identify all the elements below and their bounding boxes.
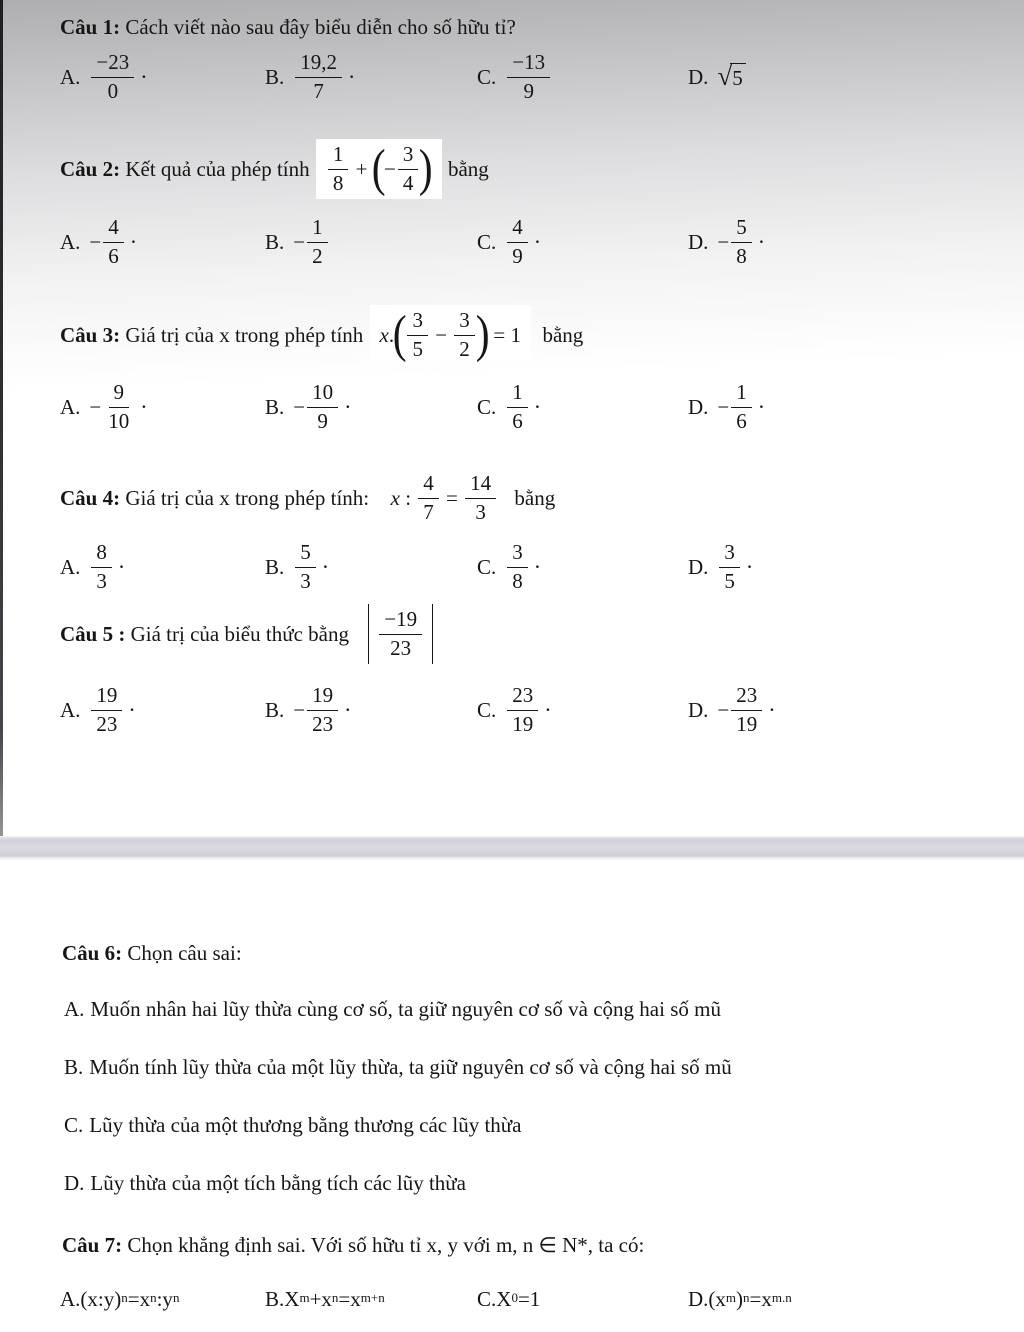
- fraction-denominator: 6: [736, 408, 747, 433]
- trailing-dot: ·: [140, 64, 148, 89]
- fraction-numerator: 3: [407, 309, 428, 336]
- equation-patch: [355, 600, 446, 668]
- option-C: [477, 1287, 688, 1312]
- equation-patch: [316, 139, 442, 199]
- option-content: [293, 51, 355, 103]
- fraction: [307, 381, 338, 433]
- fraction-denominator: 19: [512, 711, 534, 736]
- fraction: [398, 143, 419, 195]
- option-content: [89, 1054, 732, 1081]
- fraction-numerator: −13: [507, 51, 550, 78]
- close-paren: ): [419, 139, 433, 197]
- text-run: Lũy thừa của một tích bằng tích các lũy thừa: [90, 1171, 466, 1195]
- text-run: bằng: [531, 322, 584, 347]
- fraction-denominator: 3: [300, 568, 311, 593]
- square-root: [717, 63, 745, 91]
- text-run: −: [293, 229, 306, 254]
- fraction: [731, 381, 752, 433]
- fraction-denominator: 19: [736, 711, 758, 736]
- option-label: A.: [60, 64, 81, 89]
- option-C: [477, 541, 688, 593]
- text-run: .: [388, 322, 395, 347]
- question-2-options: [0, 210, 1024, 274]
- text-run: Lũy thừa của một thương bằng thương các lũy thừa: [89, 1113, 522, 1137]
- fraction-denominator: 0: [107, 78, 119, 103]
- option-label: B.: [265, 394, 285, 419]
- text-run: :: [399, 485, 417, 510]
- fraction: [507, 216, 528, 268]
- option-content: [505, 684, 551, 736]
- fraction-numerator: 5: [731, 216, 752, 243]
- trailing-dot: ·: [129, 229, 138, 254]
- text-run: ): [736, 1286, 744, 1311]
- option-C: [477, 216, 688, 268]
- close-paren: ): [475, 305, 490, 363]
- option-D: [688, 381, 1024, 433]
- fraction-denominator: 3: [96, 568, 107, 593]
- option-label: C.: [477, 554, 497, 579]
- question-2-title: [0, 138, 1024, 200]
- text-run: = 1: [488, 322, 521, 347]
- text-run: −: [429, 322, 453, 347]
- option-B: [265, 216, 477, 268]
- option-label: C.: [477, 229, 497, 254]
- fraction-numerator: 10: [307, 381, 338, 408]
- option-B: [64, 1054, 1024, 1081]
- trailing-dot: ·: [757, 229, 766, 254]
- fraction: [719, 541, 740, 593]
- fraction: [307, 216, 328, 268]
- text-run: −: [717, 394, 730, 419]
- radicand: 5: [730, 63, 746, 91]
- option-content: [717, 216, 765, 268]
- option-A: [64, 996, 1024, 1023]
- fraction: [295, 51, 342, 103]
- trailing-dot: ·: [128, 697, 136, 722]
- fraction: [418, 472, 439, 524]
- question-5-options: [0, 678, 1024, 742]
- question-label: Câu 1:: [60, 14, 121, 39]
- fraction: [328, 143, 349, 195]
- option-label: D.: [688, 1286, 709, 1311]
- fraction: [379, 608, 422, 660]
- question-label: Câu 2:: [60, 156, 121, 181]
- option-A: [60, 51, 265, 103]
- fraction-numerator: 4: [418, 472, 439, 499]
- fraction-numerator: 4: [103, 216, 124, 243]
- option-content: (x:y) $^n$ =x $^n$ :y $^n$: [80, 1286, 180, 1311]
- option-content: [89, 216, 137, 268]
- option-content: [505, 381, 541, 433]
- fraction: [465, 472, 496, 524]
- option-label: A.: [60, 1286, 81, 1311]
- text-run: Giá trị của x trong phép tính:: [120, 485, 380, 510]
- option-A: [60, 541, 265, 593]
- option-content: [293, 541, 329, 593]
- option-D: [688, 1287, 1024, 1312]
- fraction-numerator: 3: [398, 143, 419, 170]
- question-7-options: [0, 1278, 1024, 1320]
- fraction: [91, 684, 122, 736]
- question-1-title: [0, 12, 1024, 42]
- math-variable: x: [390, 485, 400, 510]
- option-content: [293, 381, 351, 433]
- text-run: Chọn câu sai:: [122, 940, 242, 965]
- trailing-dot: ·: [140, 394, 148, 419]
- fraction-numerator: 3: [719, 541, 740, 568]
- text-run: =x: [127, 1286, 151, 1311]
- option-label: D.: [688, 394, 709, 419]
- text-run: (x:y): [80, 1286, 122, 1311]
- option-label: C.: [477, 64, 497, 89]
- fraction-numerator: 19: [307, 684, 338, 711]
- fraction-numerator: 4: [507, 216, 528, 243]
- fraction-denominator: 7: [423, 499, 434, 524]
- fraction-numerator: 3: [454, 309, 475, 336]
- option-D: [688, 541, 1024, 593]
- fraction-denominator: 9: [523, 78, 534, 103]
- fraction-denominator: 2: [312, 243, 323, 268]
- option-label: A.: [60, 394, 81, 419]
- fraction-numerator: 5: [295, 541, 316, 568]
- option-B: [265, 684, 477, 736]
- trailing-dot: ·: [757, 394, 766, 419]
- text-run: X: [284, 1286, 300, 1311]
- trailing-dot: ·: [344, 394, 352, 419]
- question-6-options: [0, 996, 1024, 1228]
- fraction: [731, 216, 752, 268]
- option-content: [717, 381, 765, 433]
- option-A: [60, 684, 265, 736]
- text-run: :y: [156, 1286, 173, 1311]
- parenthesized-expression: [371, 139, 433, 197]
- question-7-title: [0, 1230, 1024, 1260]
- fraction-denominator: 2: [459, 336, 470, 361]
- fraction-denominator: 8: [736, 243, 747, 268]
- option-D: [688, 684, 1024, 736]
- fraction: [103, 216, 124, 268]
- option-B: [265, 381, 477, 433]
- fraction-denominator: 5: [412, 336, 423, 361]
- option-content: [89, 541, 125, 593]
- fraction: [507, 684, 538, 736]
- option-label: A.: [60, 697, 81, 722]
- question-label: Câu 4:: [60, 485, 121, 510]
- fraction: [731, 684, 762, 736]
- fraction: [507, 381, 528, 433]
- option-content: [293, 216, 329, 268]
- math-variable: x: [379, 322, 389, 347]
- text-run: −: [89, 229, 102, 254]
- page-section-divider: [0, 836, 1024, 860]
- text-run: Giá trị của x trong phép tính: [120, 322, 369, 347]
- fraction-denominator: 6: [108, 243, 119, 268]
- open-paren: (: [392, 305, 407, 363]
- question-label: Câu 5 :: [60, 621, 126, 646]
- fraction-denominator: 23: [312, 711, 334, 736]
- fraction-numerator: −19: [379, 608, 422, 635]
- text-run: =: [440, 485, 464, 510]
- trailing-dot: ·: [348, 64, 356, 89]
- text-run: Cách viết nào sau đây biểu diễn cho số hữu tỉ?: [120, 14, 516, 39]
- question-label: Câu 6:: [62, 940, 123, 965]
- trailing-dot: ·: [533, 394, 542, 419]
- option-label: B.: [265, 697, 285, 722]
- question-6-title: [0, 938, 1024, 968]
- fraction-denominator: 23: [390, 635, 412, 660]
- option-label: A.: [60, 554, 81, 579]
- option-content: [89, 1112, 521, 1139]
- option-content: [89, 381, 147, 433]
- fraction-numerator: 3: [507, 541, 528, 568]
- text-run: =x: [338, 1286, 361, 1311]
- text-run: =1: [517, 1286, 541, 1311]
- trailing-dot: ·: [544, 697, 552, 722]
- text-run: −: [717, 697, 730, 722]
- question-3-options: [0, 375, 1024, 439]
- option-label: D.: [64, 1171, 85, 1195]
- trailing-dot: ·: [768, 697, 776, 722]
- option-content: [717, 63, 745, 91]
- fraction-numerator: 1: [307, 216, 328, 243]
- fraction: [91, 541, 112, 593]
- fraction-denominator: 8: [512, 568, 523, 593]
- fraction-numerator: 14: [465, 472, 496, 499]
- text-run: Muốn tính lũy thừa của một lũy thừa, ta giữ nguyên cơ số và cộng hai số mũ: [89, 1055, 732, 1079]
- option-content: [90, 1170, 466, 1197]
- fraction-numerator: −23: [91, 51, 134, 78]
- option-label: C.: [477, 1286, 497, 1311]
- fraction: [454, 309, 475, 361]
- fraction-denominator: 23: [96, 711, 118, 736]
- option-label: A.: [64, 997, 85, 1021]
- absolute-value-expression: [368, 604, 433, 664]
- text-run: bằng: [509, 485, 556, 510]
- option-label: D.: [688, 229, 709, 254]
- text-run: −: [717, 229, 730, 254]
- fraction: [295, 541, 316, 593]
- option-label: A.: [60, 229, 81, 254]
- option-label: D.: [688, 64, 709, 89]
- fraction-denominator: 4: [402, 170, 414, 195]
- option-content: [505, 216, 541, 268]
- fraction: [407, 309, 428, 361]
- option-C: [477, 381, 688, 433]
- fraction-denominator: 9: [317, 408, 328, 433]
- option-label: D.: [688, 554, 709, 579]
- trailing-dot: ·: [533, 554, 542, 579]
- trailing-dot: ·: [117, 554, 126, 579]
- text-run: +x: [309, 1286, 332, 1311]
- fraction: [507, 51, 550, 103]
- text-run: Chọn khẳng định sai. Với số hữu tỉ x, y với m, n ∈ N*, ta có:: [122, 1232, 645, 1257]
- option-D: [688, 216, 1024, 268]
- fraction-denominator: 5: [724, 568, 735, 593]
- question-label: Câu 3:: [60, 322, 121, 347]
- fraction-denominator: 3: [475, 499, 486, 524]
- option-content: [717, 541, 753, 593]
- trailing-dot: ·: [745, 554, 754, 579]
- option-D: [688, 63, 1024, 91]
- option-B: [265, 541, 477, 593]
- fraction-denominator: 6: [512, 408, 523, 433]
- option-B: [265, 51, 477, 103]
- option-C: [477, 684, 688, 736]
- option-content: [717, 684, 775, 736]
- equation-patch: [381, 468, 509, 528]
- text-run: −: [384, 156, 396, 181]
- option-label: C.: [477, 394, 497, 419]
- option-D: [64, 1170, 1024, 1197]
- fraction-numerator: 1: [507, 381, 528, 408]
- option-content: [89, 684, 135, 736]
- fraction-numerator: 1: [328, 143, 349, 170]
- option-A: [60, 381, 265, 433]
- fraction-denominator: 8: [332, 170, 344, 195]
- fraction: [91, 51, 134, 103]
- fraction: [507, 541, 528, 593]
- text-run: −: [89, 394, 102, 419]
- option-A: [60, 216, 265, 268]
- text-run: Kết quả của phép tính: [120, 156, 315, 181]
- option-label: B.: [265, 1286, 285, 1311]
- option-A: [60, 1287, 265, 1312]
- option-label: B.: [265, 64, 285, 89]
- option-C: [477, 51, 688, 103]
- equation-patch: [370, 305, 531, 365]
- fraction-numerator: 23: [507, 684, 538, 711]
- text-run: −: [293, 697, 306, 722]
- trailing-dot: ·: [344, 697, 352, 722]
- fraction-numerator: 19,2: [295, 51, 342, 78]
- option-content: [293, 684, 351, 736]
- question-1-options: [0, 45, 1024, 109]
- fraction-numerator: 9: [109, 381, 130, 408]
- trailing-dot: ·: [321, 554, 330, 579]
- option-label: D.: [688, 697, 709, 722]
- option-label: B.: [265, 229, 285, 254]
- fraction-denominator: 10: [108, 408, 130, 433]
- text-run: +: [350, 156, 373, 181]
- fraction-numerator: 23: [731, 684, 762, 711]
- radical-sign: √: [717, 61, 733, 91]
- parenthesized-expression: [392, 305, 490, 363]
- text-run: bằng: [442, 156, 489, 181]
- trailing-dot: ·: [533, 229, 542, 254]
- option-C: [64, 1112, 1024, 1139]
- text-run: Muốn nhân hai lũy thừa cùng cơ số, ta giữ nguyên cơ số và cộng hai số mũ: [90, 997, 721, 1021]
- text-run: Giá trị của biểu thức bằng: [125, 621, 355, 646]
- option-content: [89, 51, 147, 103]
- fraction-denominator: 9: [512, 243, 523, 268]
- question-3-title: [0, 303, 1024, 367]
- fraction-denominator: 7: [313, 78, 324, 103]
- option-content: X $^0$ =1: [496, 1286, 541, 1311]
- text-run: X: [496, 1286, 512, 1311]
- question-4-options: [0, 535, 1024, 599]
- option-content: (x $^m$ ) $^n$ =x $^{m.n}$: [708, 1286, 792, 1311]
- open-paren: (: [371, 139, 386, 197]
- option-label: C.: [64, 1113, 84, 1137]
- fraction-numerator: 8: [91, 541, 112, 568]
- option-label: B.: [64, 1055, 84, 1079]
- fraction-numerator: 1: [731, 381, 752, 408]
- option-content: [90, 996, 721, 1023]
- question-label: Câu 7:: [62, 1232, 123, 1257]
- option-B: [265, 1287, 477, 1312]
- fraction-numerator: 19: [91, 684, 122, 711]
- text-run: =x: [749, 1286, 772, 1311]
- text-run: (x: [708, 1286, 726, 1311]
- question-5-title: [0, 600, 1024, 668]
- fraction: [103, 381, 134, 433]
- option-content: X $^m$ +x $^n$ =x $^{m+n}$: [284, 1286, 385, 1311]
- question-4-title: [0, 466, 1024, 530]
- fraction: [307, 684, 338, 736]
- text-run: −: [293, 394, 306, 419]
- option-content: [505, 541, 541, 593]
- option-label: B.: [265, 554, 285, 579]
- option-label: C.: [477, 697, 497, 722]
- option-content: [505, 51, 552, 103]
